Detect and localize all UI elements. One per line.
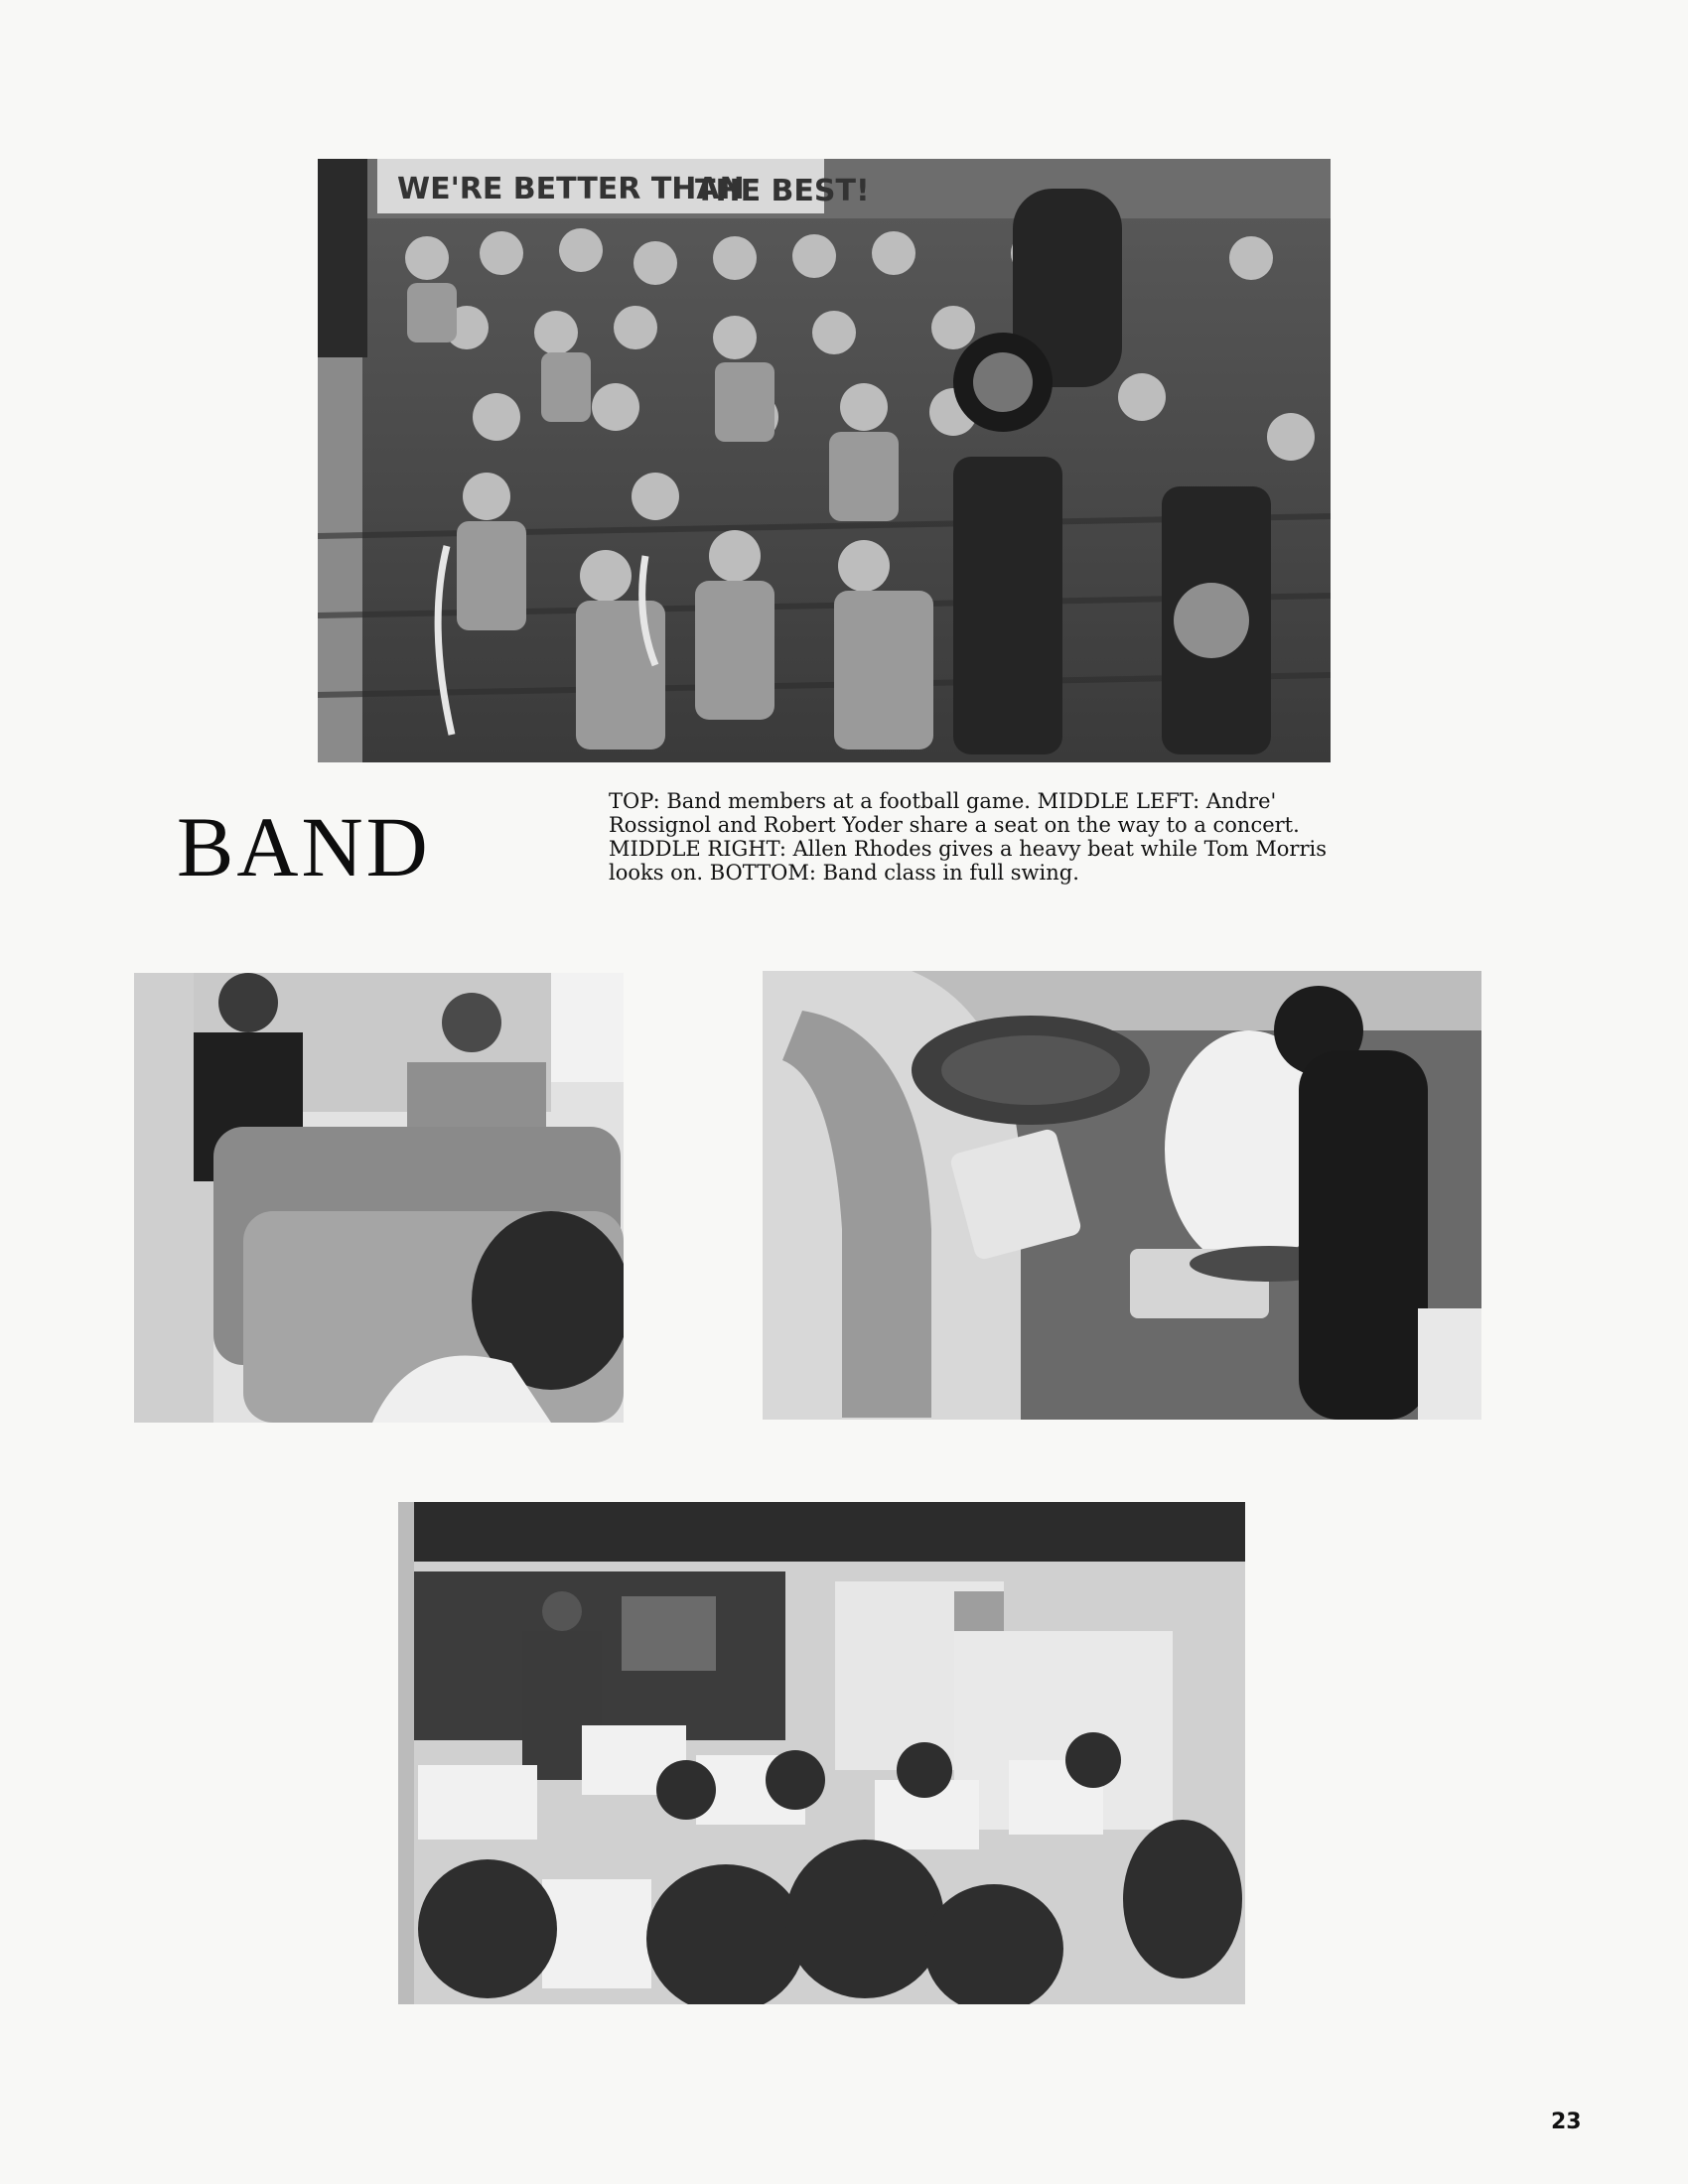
photo-bottom-band-class — [398, 1502, 1245, 2004]
page-title: BAND — [177, 799, 431, 894]
photo-middle-right-drummer — [763, 971, 1481, 1420]
page-number: 23 — [1551, 2110, 1582, 2134]
banner-text-left: WE'RE BETTER THAN — [397, 172, 745, 206]
photo-top-band-at-football-game — [318, 159, 1331, 762]
photo-middle-left-bus-ride — [134, 973, 624, 1423]
banner-text-right: THE BEST! — [695, 174, 870, 208]
photo-caption: TOP: Band members at a football game. MIDDLE LEFT: Andre' Rossignol and Robert Yoder share a seat on the way to a concert. MIDDLE RIGHT: Allen Rhodes gives a heavy beat while Tom Morris looks on. BOTTOM: Band class in full swing. — [609, 789, 1327, 885]
